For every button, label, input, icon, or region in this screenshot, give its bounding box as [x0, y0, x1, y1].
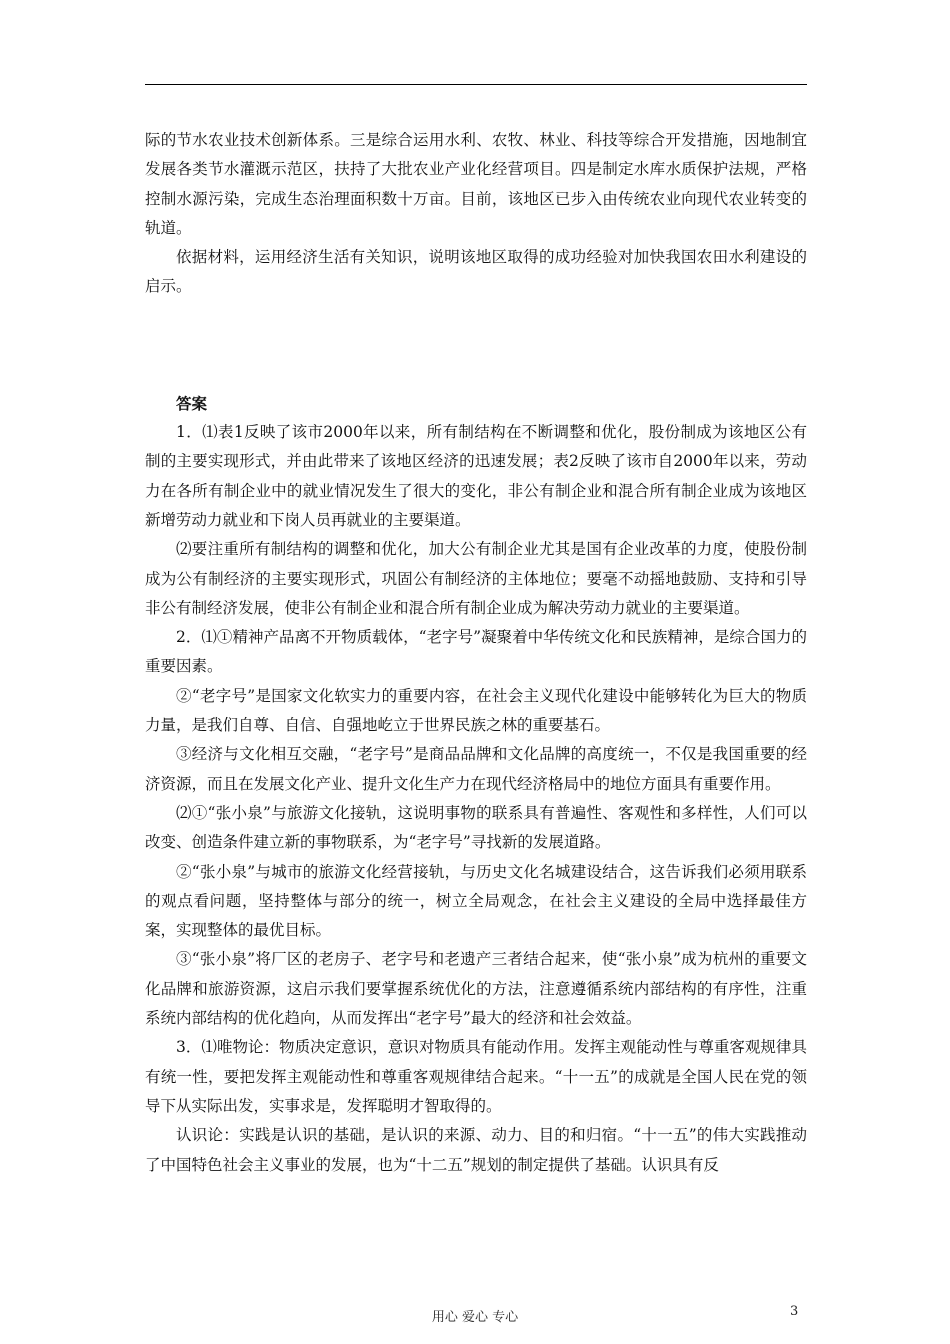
paragraph-material-end: 际的节水农业技术创新体系。三是综合运用水利、农牧、林业、科技等综合开发措施，因地制宜发展各类节水灌溉示范区，扶持了大批农业产业化经营项目。四是制定水库水质保护法规，严格控制水源污染，完成生态治理面积数十万亩。目前，该地区已步入由传统农业向现代农业转变的轨道。	[145, 131, 807, 237]
answer-paragraph: ⑵①“张小泉”与旅游文化接轨，这说明事物的联系具有普遍性、客观性和多样性，人们可以改变、创造条件建立新的事物联系，为“老字号”寻找新的发展道路。	[145, 803, 807, 852]
answer-paragraph: ⑵要注重所有制结构的调整和优化，加大公有制企业尤其是国有企业改革的力度，使股份制成为公有制经济的主要实现形式，巩固公有制经济的主体地位；要毫不动摇地鼓励、支持和引导非公有制经济发展，使非公有制企业和混合所有制企业成为解决劳动力就业的主要渠道。	[145, 540, 807, 617]
answer-paragraph: ③经济与文化相互交融，“老字号”是商品品牌和文化品牌的高度统一，不仅是我国重要的经济资源，而且在发展文化产业、提升文化生产力在现代经济格局中的地位方面具有重要作用。	[145, 745, 807, 793]
page-number: 3	[790, 1304, 799, 1319]
paragraph-question: 依据材料，运用经济生活有关知识，说明该地区取得的成功经验对加快我国农田水利建设的启示。	[145, 248, 807, 296]
header-rule	[145, 84, 807, 85]
answer-paragraph: 3．⑴唯物论：物质决定意识，意识对物质具有能动作用。发挥主观能动性与尊重客观规律具有统一性，要把发挥主观能动性和尊重客观规律结合起来。“十一五”的成就是全国人民在党的领导下从实际出发，实事求是，发挥聪明才智取得的。	[145, 1038, 807, 1115]
answer-paragraph: 认识论：实践是认识的基础，是认识的来源、动力、目的和归宿。“十一五”的伟大实践推动了中国特色社会主义事业的发展，也为“十二五”规划的制定提供了基础。认识具有反	[145, 1126, 807, 1174]
answer-paragraph: ②“张小泉”与城市的旅游文化经营接轨，与历史文化名城建设结合，这告诉我们必须用联系的观点看问题，坚持整体与部分的统一，树立全局观念，在社会主义建设的全局中选择最佳方案，实现整体的最优目标。	[145, 862, 807, 940]
answer-paragraph: ②“老字号”是国家文化软实力的重要内容，在社会主义现代化建设中能够转化为巨大的物质力量，是我们自尊、自信、自强地屹立于世界民族之林的重要基石。	[145, 686, 807, 735]
answer-paragraph: 2．⑴①精神产品离不开物质载体，“老字号”凝聚着中华传统文化和民族精神，是综合国力的重要因素。	[145, 628, 807, 676]
answer-paragraph: 1．⑴表1反映了该市2000年以来，所有制结构在不断调整和优化，股份制成为该地区公有制的主要实现形式，并由此带来了该地区经济的迅速发展；表2反映了该市自2000年以来，劳动力在各所有制企业中的就业情况发生了很大的变化，非公有制企业和混合所有制企业成为该地区新增劳动力就业和下岗人员再就业的主要渠道。	[145, 423, 807, 529]
answer-paragraph: ③“张小泉”将厂区的老房子、老字号和老遗产三者结合起来，使“张小泉”成为杭州的重要文化品牌和旅游资源，这启示我们要掌握系统优化的方法，注意遵循系统内部结构的有序性，注重系统内部结构的优化趋向，从而发挥出“老字号”最大的经济和社会效益。	[145, 950, 807, 1028]
document-body	[145, 126, 807, 1180]
blank-space	[145, 302, 807, 389]
page-footer: 用心 爱心 专心	[431, 1310, 519, 1325]
answer-heading: 答案	[176, 393, 208, 413]
